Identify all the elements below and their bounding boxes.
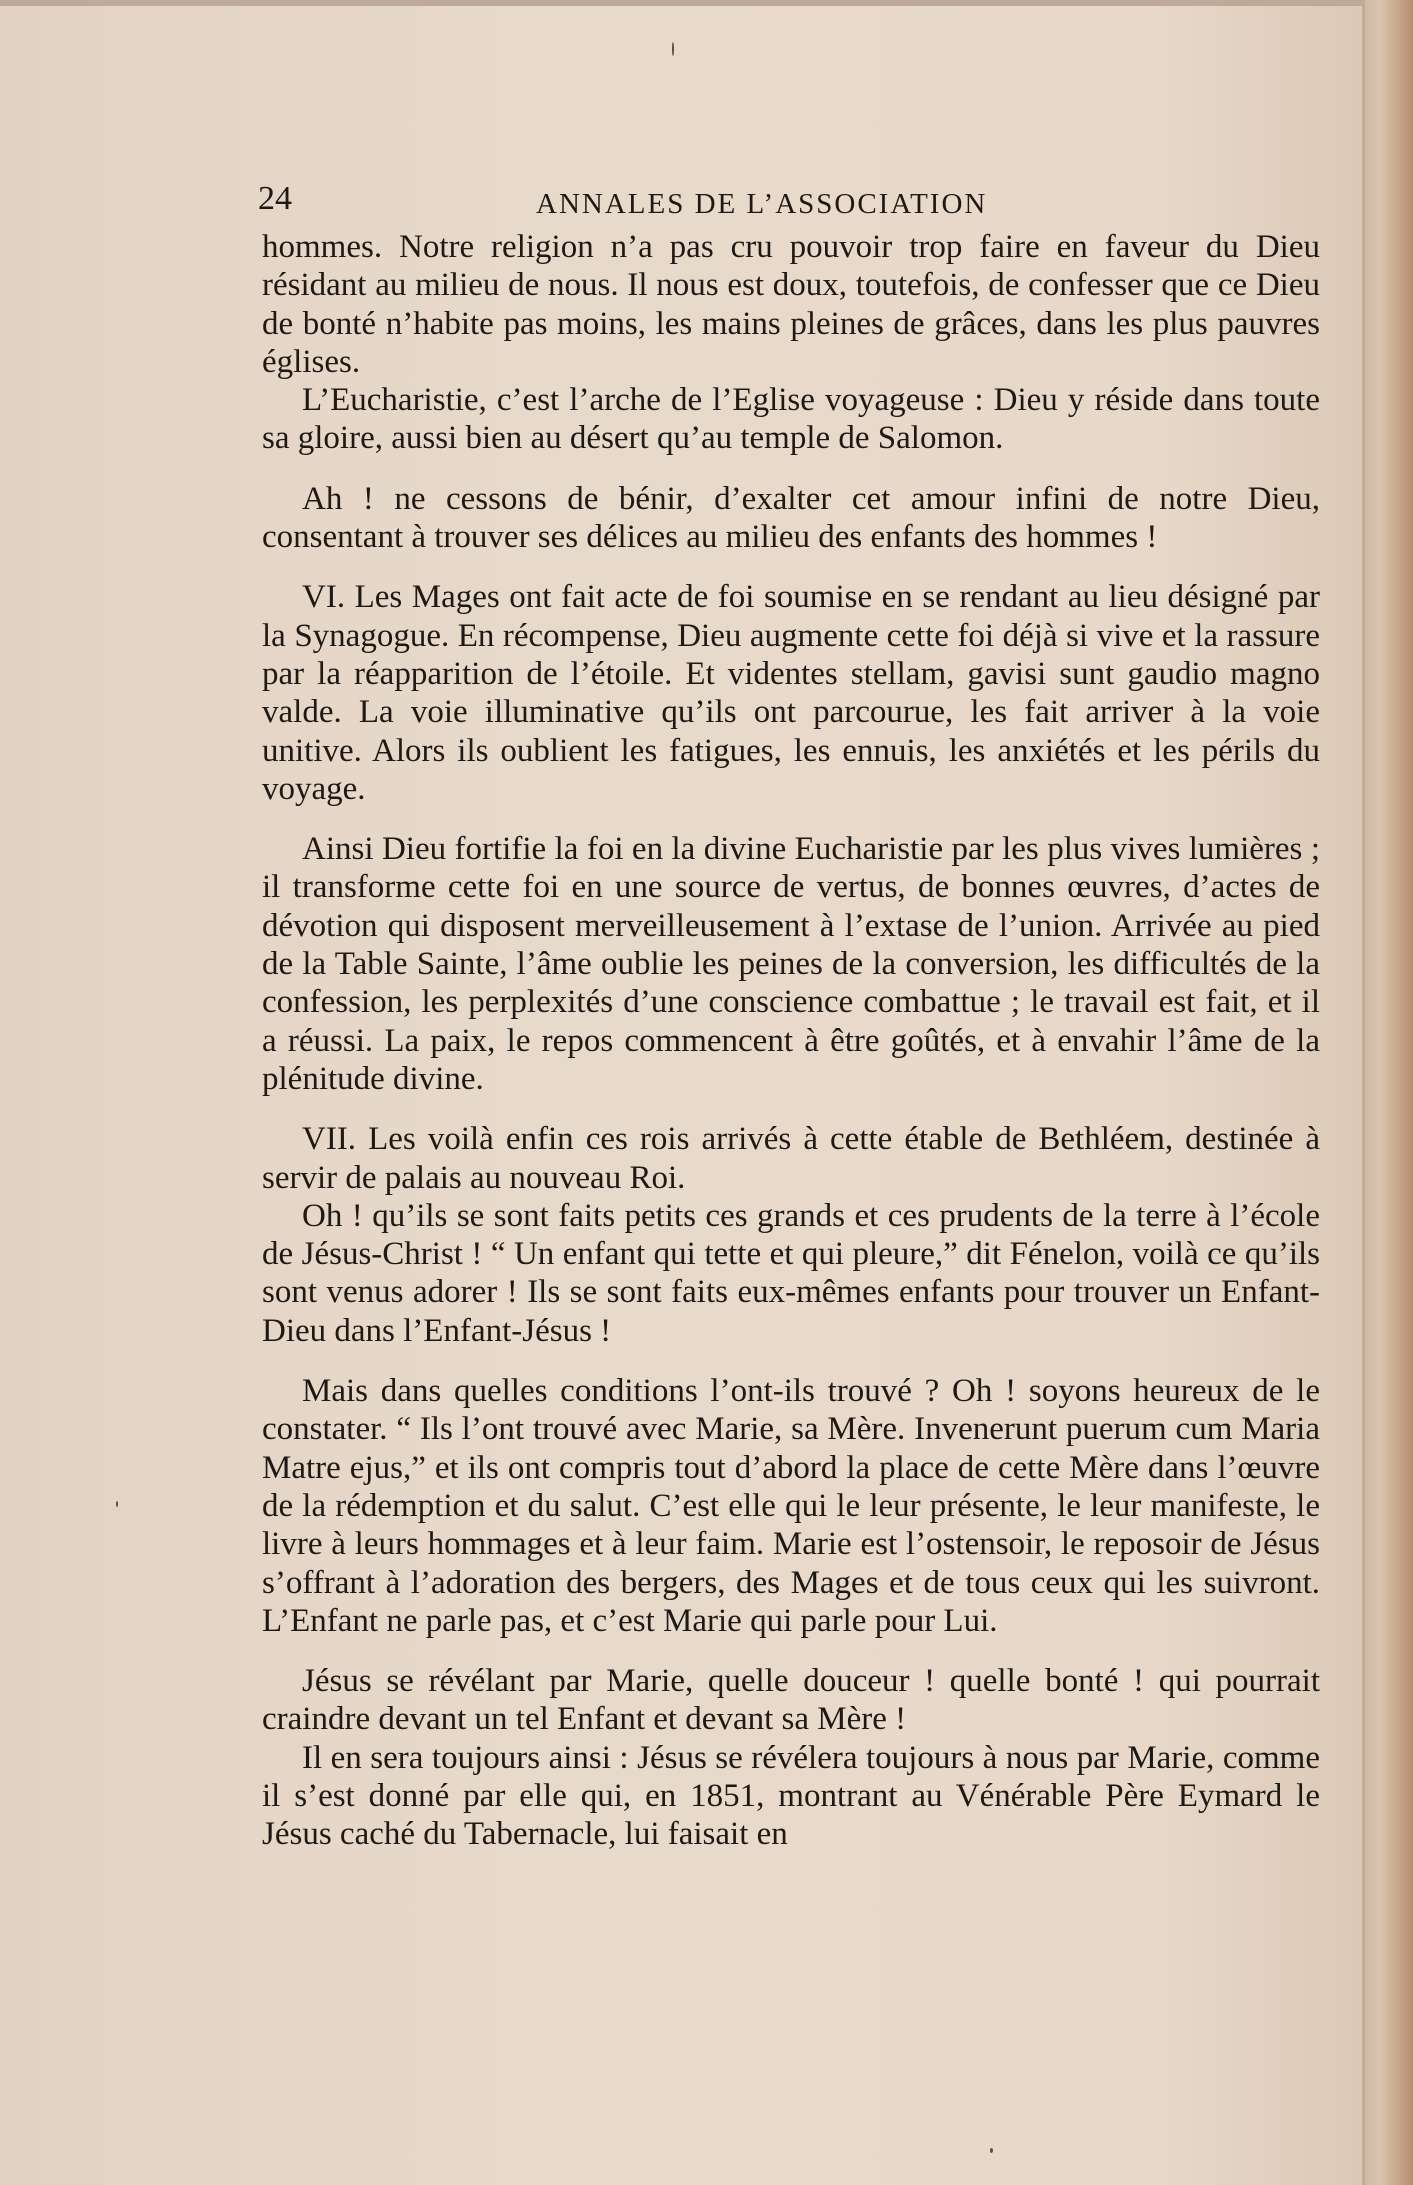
- paragraph-mais: Mais dans quelles conditions l’ont-ils trouvé ? Oh ! soyons heureux de le constater. “ Ils l’ont trouvé avec Marie, sa Mère. Invenerunt puerum cum Maria Matre ejus,” et ils ont compris tout d’abord la place de cette Mère dans l’œuvre de la rédemption et du salut. C’est elle qui le leur présente, le leur manifeste, le livre à leurs hommages et à leur faim. Marie est l’ostensoir, le reposoir de Jésus s’offrant à l’adoration des bergers, des Mages et de tous ceux qui les suivront. L’Enfant ne parle pas, et c’est Marie qui parle pour Lui.: [262, 1373, 1320, 1639]
- body-text: [262, 228, 1320, 1854]
- page-top-edge: [0, 0, 1362, 6]
- journal-title: ANNALES DE L’ASSOCIATION: [536, 188, 988, 220]
- paragraph-ainsi-dieu: Ainsi Dieu fortifie la foi en la divine Eucharistie par les plus vives lumières ; il transforme cette foi en une source de vertus, de bonnes œuvres, d’actes de dévotion qui disposent merveilleusement à l’extase de l’union. Arrivée au pied de la Table Sainte, l’âme oublie les peines de la conversion, les difficultés de la confession, les perplexités d’une conscience combattue ; le travail est fait, et il a réussi. La paix, le repos commencent à être goûtés, et à envahir l’âme de la plénitude divine.: [262, 831, 1320, 1097]
- paragraph-section-vii: VII. Les voilà enfin ces rois arrivés à cette étable de Bethléem, destinée à servir de palais au nouveau Roi.: [262, 1121, 1320, 1196]
- page-number: 24: [258, 180, 292, 217]
- paper-speck: [116, 1501, 118, 1507]
- page-edge-shadow: [1362, 0, 1413, 2185]
- paragraph-section-vi: VI. Les Mages ont fait acte de foi soumise en se rendant au lieu désigné par la Synagogue. En récompense, Dieu augmente cette foi déjà si vive et la rassure par la réapparition de l’étoile. Et videntes stellam, gavisi sunt gaudio magno valde. La voie illuminative qu’ils ont parcourue, les fait arriver à la voie unitive. Alors ils oublient les fatigues, les ennuis, les anxiétés et les périls du voyage.: [262, 579, 1320, 807]
- paragraph-continuation: hommes. Notre religion n’a pas cru pouvoir trop faire en faveur du Dieu résidant au milieu de nous. Il nous est doux, toutefois, de confesser que ce Dieu de bonté n’habite pas moins, les mains pleines de grâces, dans les plus pauvres églises.: [262, 229, 1320, 380]
- paragraph-oh: Oh ! qu’ils se sont faits petits ces grands et ces prudents de la terre à l’école de Jésus-Christ ! “ Un enfant qui tette et qui pleure,” dit Fénelon, voilà ce qu’ils sont venus adorer ! Ils se sont faits eux-mêmes enfants pour trouver un Enfant-Dieu dans l’Enfant-Jésus !: [262, 1197, 1320, 1349]
- paragraph-jesus: Jésus se révélant par Marie, quelle douceur ! quelle bonté ! qui pourrait craindre devant un tel Enfant et devant sa Mère !: [262, 1663, 1320, 1738]
- paragraph-ah: Ah ! ne cessons de bénir, d’exalter cet amour infini de notre Dieu, consentant à trouver ses délices au milieu des enfants des hommes !: [262, 480, 1320, 556]
- paragraph-il-en-sera: Il en sera toujours ainsi : Jésus se révélera toujours à nous par Marie, comme il s’est donné par elle qui, en 1851, montrant au Vénérable Père Eymard le Jésus caché du Tabernacle, lui faisait en: [262, 1739, 1320, 1853]
- paragraph-eucharistie: L’Eucharistie, c’est l’arche de l’Eglise voyageuse : Dieu y réside dans toute sa gloire, aussi bien au désert qu’au temple de Salomon.: [262, 382, 1320, 457]
- page-fold-line: [1362, 0, 1365, 2185]
- paper-speck: [990, 2148, 993, 2153]
- paper-speck: [672, 42, 674, 56]
